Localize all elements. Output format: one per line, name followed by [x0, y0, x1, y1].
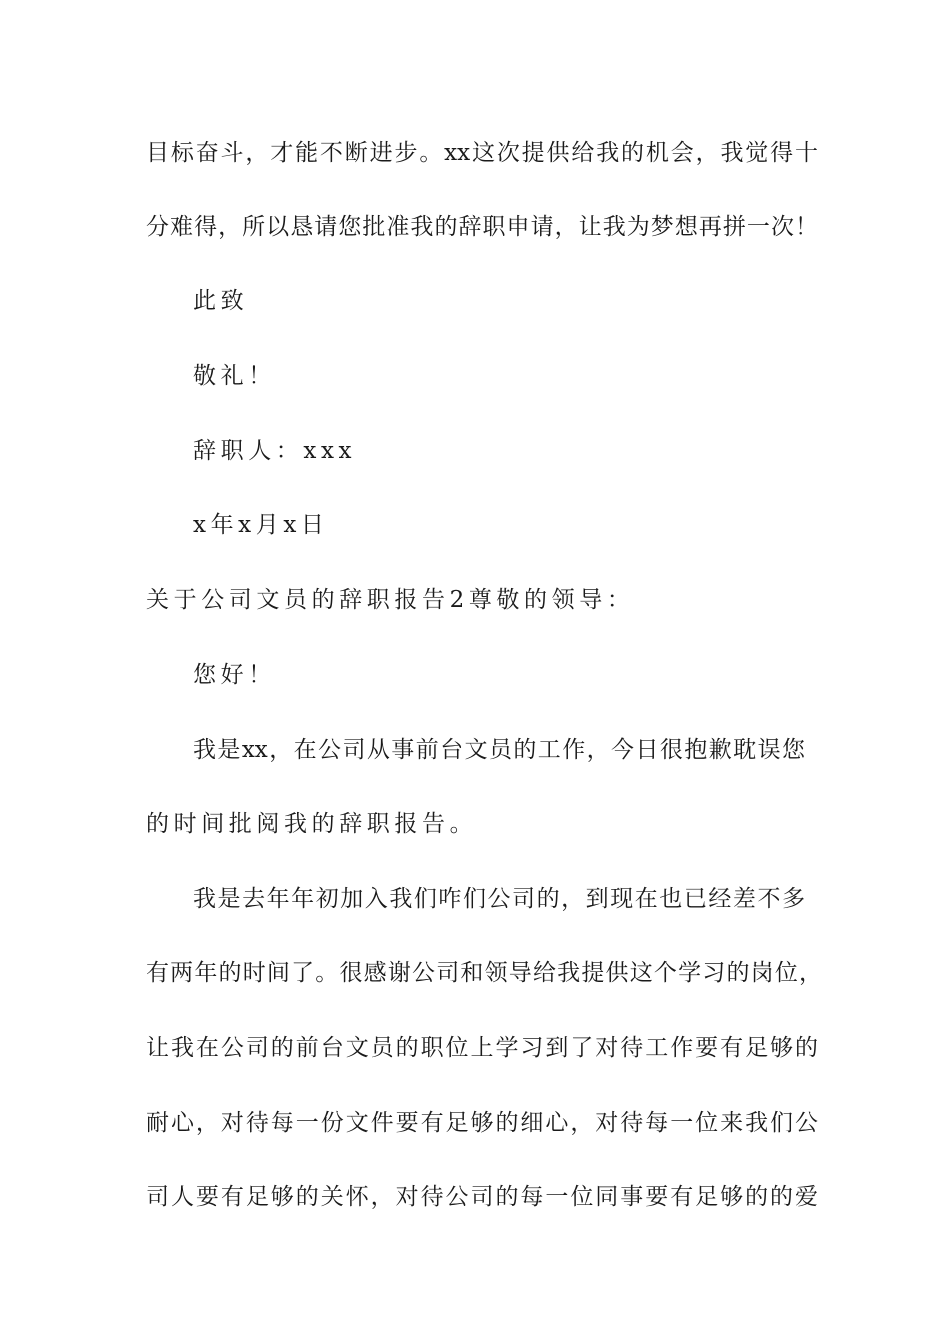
paragraph-line: 耐心，对待每一份文件要有足够的细心，对待每一位来我们公	[146, 1110, 818, 1136]
section-heading: 关于公司文员的辞职报告2尊敬的领导：	[146, 587, 635, 613]
paragraph-line: 让我在公司的前台文员的职位上学习到了对待工作要有足够的	[146, 1035, 818, 1061]
closing-salutation: 此致	[193, 288, 249, 314]
paragraph-line: 目标奋斗，才能不断进步。xx这次提供给我的机会，我觉得十	[146, 140, 818, 166]
paragraph-line: 分难得，所以恳请您批准我的辞职申请，让我为梦想再拼一次！	[146, 214, 818, 240]
greeting-line: 您好！	[193, 662, 276, 688]
paragraph-line: 司人要有足够的关怀，对待公司的每一位同事要有足够的的爱	[146, 1184, 818, 1210]
signature-line: 辞职人：xxx	[193, 438, 357, 464]
paragraph-line: 有两年的时间了。很感谢公司和领导给我提供这个学习的岗位，	[146, 960, 822, 986]
paragraph-line: 我是去年年初加入我们咋们公司的，到现在也已经差不多	[193, 886, 805, 912]
date-line: x年x月x日	[193, 512, 329, 538]
paragraph-line: 的时间批阅我的辞职报告。	[146, 811, 478, 837]
paragraph-line: 我是xx，在公司从事前台文员的工作，今日很抱歉耽误您	[193, 737, 805, 763]
closing-respect: 敬礼！	[193, 363, 276, 389]
